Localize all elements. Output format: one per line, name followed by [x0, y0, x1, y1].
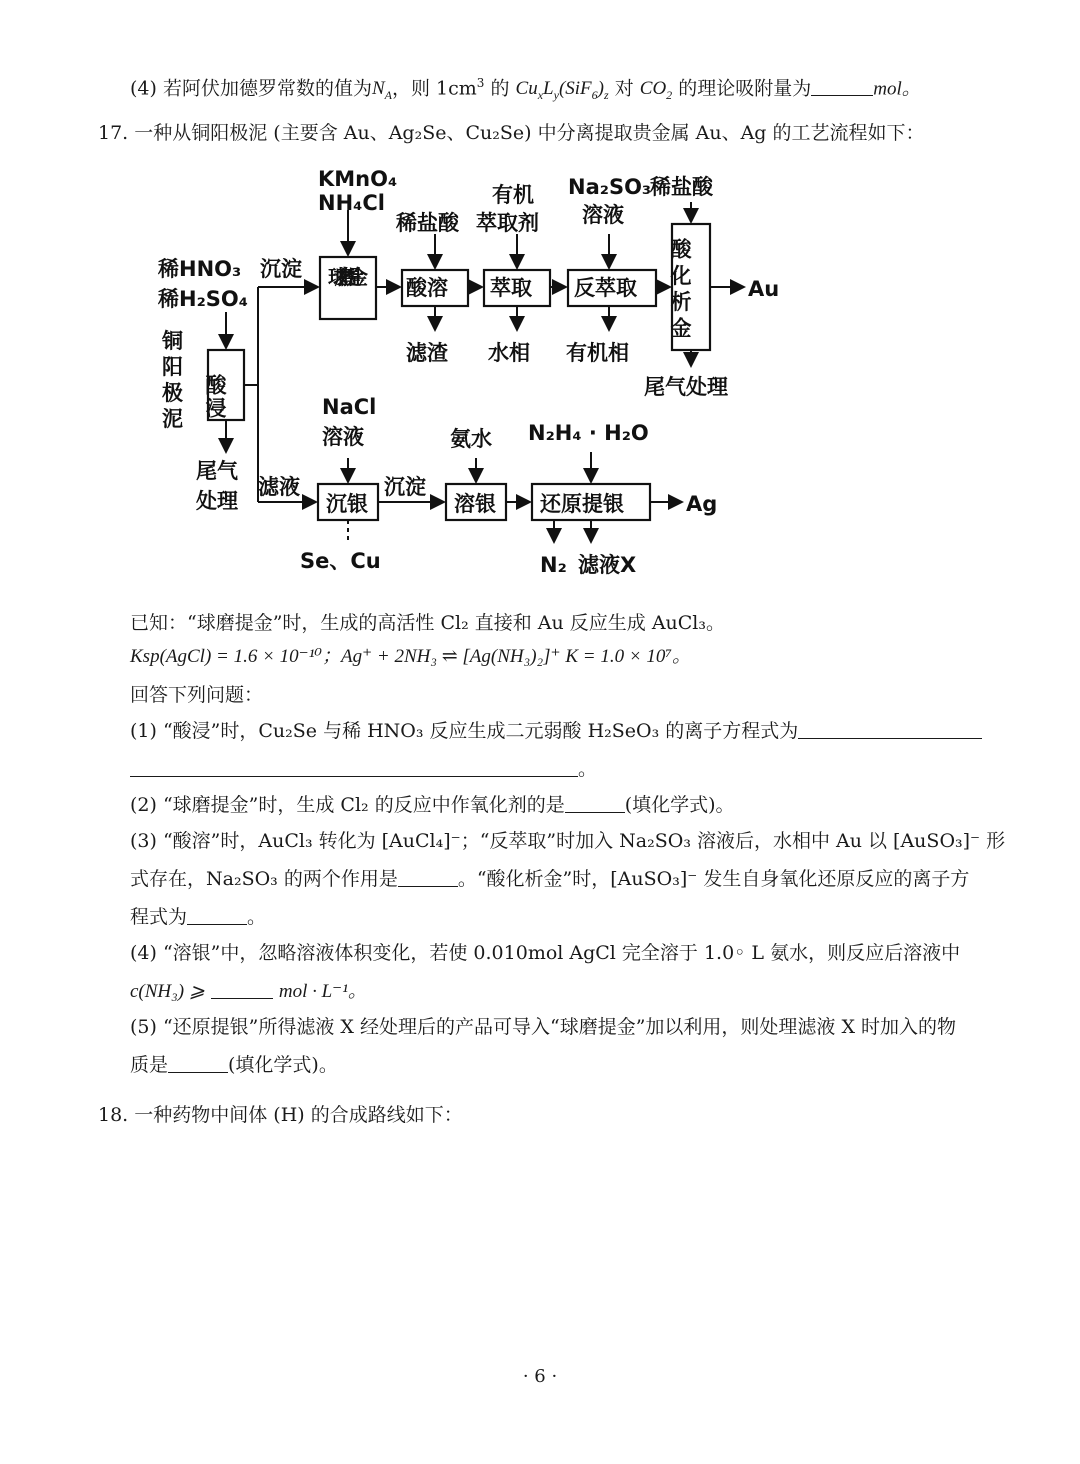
answer-blank[interactable]: [811, 77, 873, 96]
q16-4-text: (4) 若阿伏加德罗常数的值为$N_A$，则 $1cm^3$ 的 $Cu_xL_y(SiF_6)_z$ 对 $CO_2$ 的理论吸附量为 mol。: [130, 76, 921, 103]
answer-blank[interactable]: [130, 758, 578, 777]
reagent-kmno4: KMnO₄: [318, 167, 398, 191]
answer-blank[interactable]: [565, 794, 625, 813]
label-filtrate: 滤液: [258, 475, 300, 499]
q17-5-line-a: (5) “还原提银”所得滤液 X 经处理后的产品可导入“球磨提金”加以利用，则处理滤液 X 时加入的物: [130, 1016, 957, 1038]
q17-3-line-b: 式存在，Na₂SO₃ 的两个作用是 。“酸化析金”时，[AuSO₃]⁻ 发生自身氧化还原反应的离子方: [130, 868, 970, 890]
material-char-4: 泥: [162, 407, 183, 431]
reagent-h2so4: 稀H₂SO₄: [158, 287, 248, 311]
answer-blank[interactable]: [798, 720, 982, 739]
reagent-hydrazine: N₂H₄ · H₂O: [528, 421, 649, 445]
output-filtrate-x: 滤液X: [578, 553, 637, 577]
q17-5-line-b: 质是 (填化学式)。: [130, 1054, 338, 1076]
q17-4-line-a: (4) “溶银”中，忽略溶液体积变化，若使 0.010mol AgCl 完全溶于 1.0◦ L 氨水，则反应后溶液中: [130, 942, 961, 964]
answer-blank[interactable]: [211, 980, 273, 999]
reagent-ammonia: 氨水: [450, 427, 492, 451]
reagent-hno3: 稀HNO₃: [158, 257, 242, 281]
box-acidify-gold-label: 酸化析金: [668, 238, 692, 338]
reagent-dilute-hcl: 稀盐酸: [396, 211, 459, 235]
answer-blank[interactable]: [398, 868, 458, 887]
q17-2: (2) “球磨提金”时，生成 Cl₂ 的反应中作氧化剂的是 (填化学式)。: [130, 794, 735, 816]
output-n2: N₂: [540, 553, 567, 577]
q17-4-line-b: c(NH₃) ⩾ mol · L⁻¹。: [130, 981, 367, 1002]
q17-1-line-a: (1) “酸浸”时，Cu₂Se 与稀 HNO₃ 反应生成二元弱酸 H₂SeO₃ 的离子方程式为: [130, 718, 982, 744]
known-1: 已知：“球磨提金”时，生成的高活性 Cl₂ 直接和 Au 反应生成 AuCl₃。: [130, 612, 726, 634]
box-acid-leach-label: 酸浸: [203, 374, 227, 418]
known-2: Ksp(AgCl) = 1.6 × 10⁻¹⁰；Ag⁺ + 2NH₃ ⇌ [Ag(NH₃)₂]⁺ K = 1.0 × 10⁷。: [130, 646, 691, 667]
exhaust-left-1: 尾气: [196, 459, 238, 483]
box-extract-label: 萃取: [490, 276, 532, 300]
exhaust-left-2: 处理: [196, 489, 238, 513]
box-reduce-silver-label: 还原提银: [540, 492, 624, 516]
box-precip-silver-label: 沉银: [326, 492, 368, 516]
q17-intro: 17. 一种从铜阳极泥 (主要含 Au、Ag₂Se、Cu₂Se) 中分离提取贵金属 Au、Ag 的工艺流程如下：: [98, 122, 925, 144]
output-se-cu: Se、Cu: [300, 549, 381, 573]
reagent-solution: 溶液: [582, 203, 624, 227]
reagent-dilute-hcl-2: 稀盐酸: [650, 175, 713, 199]
box-dissolve-silver-label: 溶银: [454, 492, 496, 516]
output-aqueous: 水相: [488, 341, 530, 365]
reagent-na2so3: Na₂SO₃: [568, 175, 652, 199]
material-char-2: 阳: [162, 355, 183, 379]
reagent-nacl-solution: 溶液: [322, 425, 364, 449]
label-precipitate-top: 沉淀: [260, 257, 302, 281]
process-flowchart: [150, 162, 790, 592]
material-char-3: 极: [162, 381, 183, 405]
reagent-nacl: NaCl: [322, 395, 377, 419]
q17-3-line-c: 程式为 。: [130, 906, 267, 928]
q18-intro: 18. 一种药物中间体 (H) 的合成路线如下：: [98, 1104, 463, 1126]
output-residue: 滤渣: [406, 341, 448, 365]
q17-1-line-b: 。: [130, 756, 597, 782]
output-au: Au: [748, 277, 780, 301]
output-organic: 有机相: [566, 341, 629, 365]
box-acid-dissolve-label: 酸溶: [406, 276, 448, 300]
answer-blank[interactable]: [187, 906, 247, 925]
box-back-extract-label: 反萃取: [574, 276, 637, 300]
answer-prompt: 回答下列问题：: [130, 684, 264, 706]
box-ball-mill-label: 球磨提金: [328, 265, 368, 289]
answer-blank[interactable]: [168, 1054, 228, 1073]
reagent-extractant: 萃取剂: [476, 211, 539, 235]
output-exhaust-top: 尾气处理: [644, 375, 728, 399]
q17-3-line-a: (3) “酸溶”时，AuCl₃ 转化为 [AuCl₄]⁻；“反萃取”时加入 Na₂SO₃ 溶液后，水相中 Au 以 [AuSO₃]⁻ 形: [130, 830, 1006, 852]
label-precipitate-bottom: 沉淀: [384, 475, 426, 499]
output-ag: Ag: [686, 492, 718, 516]
reagent-nh4cl: NH₄Cl: [318, 191, 385, 215]
material-char-1: 铜: [162, 329, 183, 353]
page-number: · 6 ·: [522, 1366, 558, 1387]
reagent-organic: 有机: [492, 183, 534, 207]
